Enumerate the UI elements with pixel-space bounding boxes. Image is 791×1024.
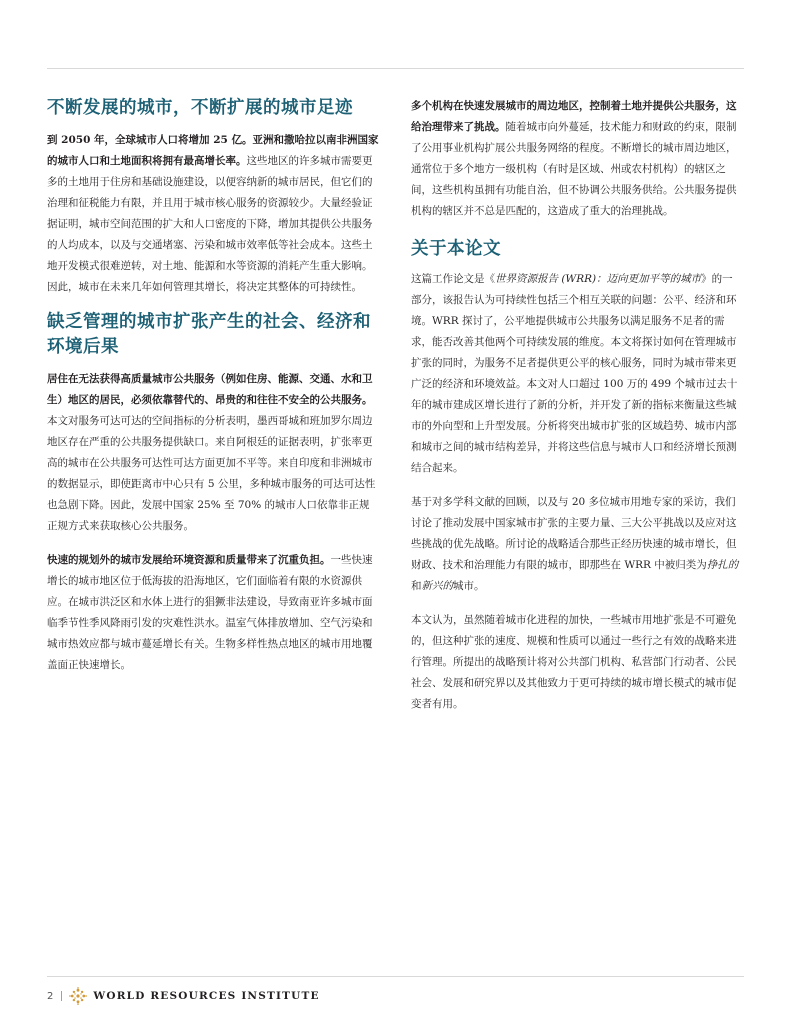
page-number: 2: [47, 990, 54, 1002]
footer: [47, 988, 320, 1004]
heading-unmanaged-expansion: 缺乏管理的城市扩张产生的社会、经济和环境后果: [47, 312, 371, 357]
paragraph-methods: 基于对多学科文献的回顾，以及与 20 多位城市用地专家的采访，我们讨论了推动发展中国家城市扩张的主要力量、三大公平挑战以及应对这些挑战的优先战略。所讨论的战略适合那些正经历快速的城市增长，但财政、技术和治理能力有限的城市，即那些在 WRR 中被归类为挣扎的和新兴的城市。: [411, 496, 739, 592]
paragraph-population-growth: 到 2050 年，全球城市人口将增加 25 亿。亚洲和撒哈拉以南非洲国家的城市人口和土地面积将拥有最高增长率。这些地区的许多城市需要更多的土地用于住房和基础设施建设，以便容纳新的城市居民，但它们的治理和征税能力有限，并且用于城市核心服务的资源较少。大量经验证据证明，城市空间范围的扩大和人口密度的下降，增加其提供公共服务的人均成本，以及与交通堵塞、污染和城市效率低等社会成本。这些土地开发模式很难逆转，对土地、能源和水等资源的消耗产生重大影响。因此，城市在未来几年如何管理其增长，将决定其整体的可持续性。: [47, 134, 379, 293]
paragraph-public-services: 居住在无法获得高质量城市公共服务（例如住房、能源、交通、水和卫生）地区的居民，必须依靠替代的、昂贵的和往往不安全的公共服务。本文对服务可达可达的空间指标的分析表明，墨西哥城和班加罗尔周边地区存在严重的公共服务提供缺口。来自阿根廷的证据表明，扩张率更高的城市在公共服务可达性可达方面更加不平等。来自印度和非洲城市的数据显示，即使距离市中心只有 5 公里，多种城市服务的可达可达性也急剧下降。因此，发展中国家 25% 至 70% 的城市人口依靠非正规正规方式来获取核心公共服务。: [47, 373, 376, 532]
paragraph-governance: 多个机构在快速发展城市的周边地区，控制着土地并提供公共服务，这给治理带来了挑战。随着城市向外蔓延，技术能力和财政的约束，限制了公用事业机构扩展公共服务网络的程度。不断增长的城市周边地区，通常位于多个地方一级机构（有时是区域、州或农村机构）的辖区之间，这些机构虽拥有功能自治，但不协调公共服务供给。公共服务提供机构的辖区并不总是匹配的，这造成了重大的治理挑战。: [411, 100, 737, 217]
right-column: [411, 96, 743, 715]
wri-logo-icon: [69, 987, 87, 1005]
paragraph-about-wrr: 这篇工作论文是《世界资源报告 (WRR)：迈向更加平等的城市》的一部分，该报告认为可持续性包括三个相互关联的问题：公平、经济和环境。WRR 探讨了，公平地提供城市公共服务以满足服务不足者的需求，能否改善其他两个可持续发展的维度。本文将探讨如何在管理城市扩张的同时，为服务不足者提供更公平的核心服务，同时为城市带来更广泛的经济和环境效益。本文对人口超过 100 万的 499 个城市过去十年的城市建成区增长进行了新的分析，并开发了新的指标来衡量这些城市的外向型和上升型发展。分析将突出城市扩张的区域趋势、城市内部和城市之间的城市结构差异，并将这些信息与城市人口和经济增长预测结合起来。: [411, 273, 738, 474]
left-column: [47, 96, 379, 676]
footer-separator: [61, 991, 62, 1001]
paragraph-conclusion: 本文认为，虽然随着城市化进程的加快，一些城市用地扩张是不可避免的，但这种扩张的速度、规模和性质可以通过一些行之有效的战略来进行管理。所提出的战略预计将对公共部门机构、私营部门行动者、公民社会、发展和研究界以及其他致力于更可持续的城市增长模式的城市促变者有用。: [411, 614, 737, 710]
paragraph-environment: 快速的规划外的城市发展给环境资源和质量带来了沉重负担。一些快速增长的城市地区位于低海拔的沿海地区，它们面临着有限的水资源供应。在城市洪泛区和水体上进行的猖獗非法建设，导致南亚许多城市面临季节性季风降雨引发的灾难性洪水。温室气体排放增加、空气污染和城市热效应都与城市蔓延增长有关。生物多样性热点地区的城市用地覆盖面正快速增长。: [47, 554, 373, 671]
footer-rule: [47, 976, 744, 977]
top-rule: [47, 68, 744, 69]
heading-about-paper: 关于本论文: [411, 239, 501, 259]
organization-name: WORLD RESOURCES INSTITUTE: [93, 990, 320, 1002]
heading-growing-cities: 不断发展的城市，不断扩展的城市足迹: [47, 98, 353, 118]
